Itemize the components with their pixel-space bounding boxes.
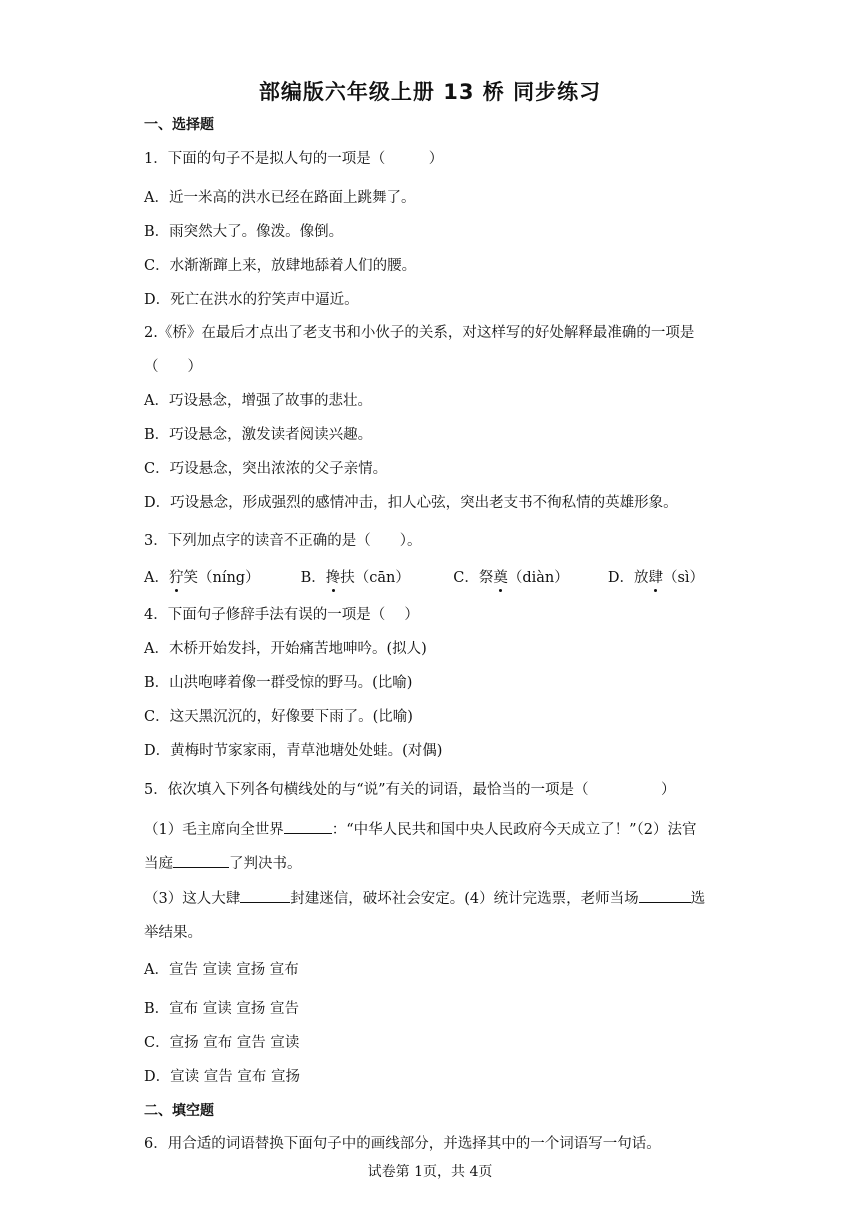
dotted-char: 狞	[169, 566, 184, 587]
question-2-stem-bracket: （ ）	[144, 359, 202, 375]
answer-blank	[639, 888, 691, 903]
dotted-char: 奠	[493, 566, 508, 587]
question-1-option-a: A．近一米高的洪水已经在路面上跳舞了。	[144, 190, 416, 206]
question-3-option-a: A．狞笑（níng）	[144, 566, 296, 587]
question-3-options	[144, 566, 704, 587]
dotted-char: 搀	[326, 566, 341, 587]
question-1-option-d: D．死亡在洪水的狞笑声中逼近。	[144, 292, 359, 308]
question-5-option-d: D．宣读 宣告 宣布 宣扬	[144, 1069, 300, 1085]
question-3-option-d: D．放肆（sì）	[608, 566, 704, 587]
question-3-stem: 3．下列加点字的读音不正确的是（ ）。	[144, 533, 422, 549]
question-5-line-2: 当庭 了判决书。	[144, 852, 302, 873]
question-1-option-b: B．雨突然大了。像泼。像倒。	[144, 224, 344, 240]
question-5-option-c: C．宣扬 宣布 宣告 宣读	[144, 1035, 300, 1051]
section-heading-choice: 一、选择题	[144, 117, 214, 133]
question-5-line-1: （1）毛主席向全世界 ：“中华人民共和国中央人民政府今天成立了！”（2）法官	[144, 818, 697, 839]
question-2-option-c: C．巧设悬念，突出浓浓的父子亲情。	[144, 461, 388, 477]
question-6-stem: 6．用合适的词语替换下面句子中的画线部分，并选择其中的一个词语写一句话。	[144, 1136, 661, 1152]
question-3-option-c: C．祭奠（diàn）	[453, 566, 603, 587]
question-4-option-b: B．山洪咆哮着像一群受惊的野马。(比喻)	[144, 675, 413, 691]
answer-blank	[240, 888, 290, 903]
question-5-stem: 5．依次填入下列各句横线处的与“说”有关的词语，最恰当的一项是（ ）	[144, 782, 676, 798]
question-5-line-4: 举结果。	[144, 925, 202, 941]
question-2-stem: 2.《桥》在最后才点出了老支书和小伙子的关系，对这样写的好处解释最准确的一项是	[144, 325, 695, 341]
question-4-stem: 4．下面句子修辞手法有误的一项是（ ）	[144, 607, 419, 623]
section-heading-fill: 二、填空题	[144, 1103, 214, 1119]
dotted-char: 肆	[648, 566, 663, 587]
question-4-option-a: A．木桥开始发抖，开始痛苦地呻吟。(拟人)	[144, 641, 427, 657]
question-5-option-a: A．宣告 宣读 宣扬 宣布	[144, 962, 299, 978]
question-5-option-b: B．宣布 宣读 宣扬 宣告	[144, 1001, 299, 1017]
question-1-stem: 1．下面的句子不是拟人句的一项是（ ）	[144, 151, 444, 167]
question-4-option-d: D．黄梅时节家家雨，青草池塘处处蛙。(对偶)	[144, 743, 443, 759]
question-5-line-3: （3）这人大肆 封建迷信，破坏社会安定。(4）统计完选票，老师当场 选	[144, 887, 705, 908]
question-1-option-c: C．水渐渐蹿上来，放肆地舔着人们的腰。	[144, 258, 417, 274]
question-4-option-c: C．这天黑沉沉的，好像要下雨了。(比喻)	[144, 709, 413, 725]
answer-blank	[284, 819, 332, 834]
question-2-option-a: A．巧设悬念，增强了故事的悲壮。	[144, 393, 372, 409]
answer-blank	[173, 853, 229, 868]
page-footer: 试卷第 1页，共 4页	[367, 1164, 493, 1180]
question-2-option-b: B．巧设悬念，激发读者阅读兴趣。	[144, 427, 373, 443]
question-3-option-b: B．搀扶（cān）	[301, 566, 449, 587]
question-2-option-d: D．巧设悬念，形成强烈的感情冲击，扣人心弦，突出老支书不徇私情的英雄形象。	[144, 495, 678, 511]
page-title: 部编版六年级上册 13 桥 同步练习	[258, 80, 602, 104]
